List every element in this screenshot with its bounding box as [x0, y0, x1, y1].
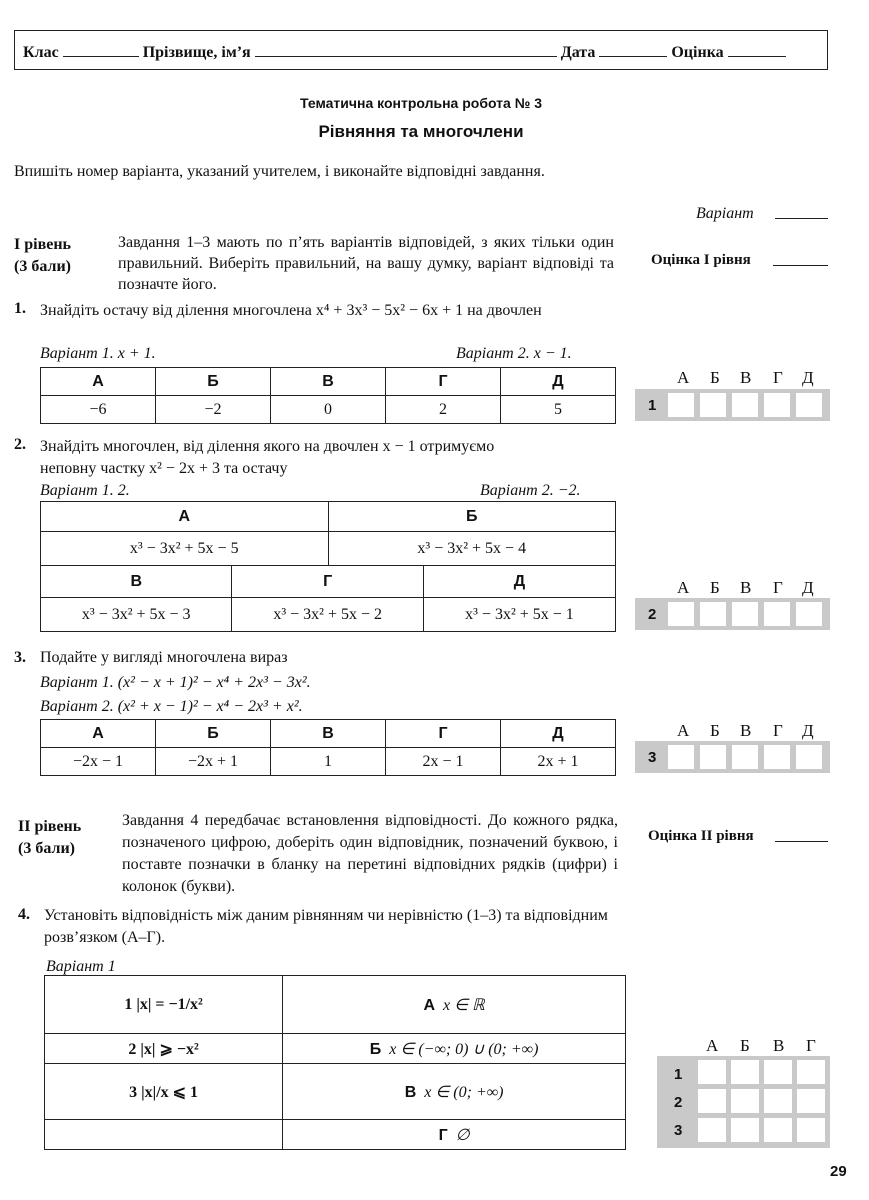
class-field[interactable]: [63, 42, 139, 57]
grid2-letter: Б: [710, 578, 720, 597]
task1-header: А: [41, 368, 156, 396]
grid4-cell-3g[interactable]: [797, 1118, 825, 1142]
grid4-row-number: 1: [674, 1066, 683, 1083]
grid3-letter: Г: [773, 721, 783, 740]
header-box: [14, 30, 828, 70]
grade-label: Оцінка: [671, 44, 724, 61]
grid1-cell-d[interactable]: [796, 393, 822, 417]
grade-level2-field[interactable]: [775, 841, 828, 842]
name-field[interactable]: [255, 42, 557, 57]
grid2-cell-a[interactable]: [668, 602, 694, 626]
grid4-row-number: 3: [674, 1122, 683, 1139]
grid2-cell-v[interactable]: [732, 602, 758, 626]
level2-label: [18, 816, 81, 860]
task4-left-text: 1 |x| = −1/x²: [124, 995, 203, 1013]
level2-label-line2: (3 бали): [18, 840, 75, 857]
task1-header: Г: [386, 368, 501, 396]
grid4-cell-1v[interactable]: [764, 1060, 792, 1084]
task3-variant2: Варіант 2. (x² + x − 1)² − x⁴ − 2x³ + x².: [40, 698, 303, 715]
level1-label-line2: (3 бали): [14, 258, 71, 275]
task2-text: [40, 436, 620, 480]
task4-right-letter: Г: [438, 1126, 448, 1144]
task2-option: x³ − 3x² + 5x − 4: [328, 532, 616, 566]
task3-header: Г: [386, 720, 501, 748]
task1-option: −2: [156, 396, 271, 424]
grid1-letter: Б: [710, 368, 720, 387]
level1-instructions: Завдання 1–3 мають по п’ять варіантів відповідей, з яких тільки один правильний. Виберіть правильний, на вашу думку, варіант відповіді та позначте його.: [118, 234, 614, 293]
task3-header: Д: [501, 720, 616, 748]
task4-right-text: ∅: [455, 1126, 470, 1144]
task2-header: В: [41, 566, 232, 598]
task4-right-text: x ∈ (0; +∞): [424, 1083, 504, 1101]
task2-answer-table-bottom: [40, 565, 616, 632]
task4-right-letter: В: [404, 1083, 417, 1101]
date-label: Дата: [560, 44, 596, 61]
grid2-cell-b[interactable]: [700, 602, 726, 626]
task3-header: А: [41, 720, 156, 748]
date-field[interactable]: [599, 42, 667, 57]
grid4-letter: Б: [740, 1036, 750, 1055]
task1-answer-table: [40, 367, 616, 424]
task3-answer-table: [40, 719, 616, 776]
task1-header: Б: [156, 368, 271, 396]
task1-variant1: Варіант 1. x + 1.: [40, 345, 156, 362]
task3-header: Б: [156, 720, 271, 748]
grid2-letter: А: [677, 578, 690, 597]
grid4-letter: А: [706, 1036, 719, 1055]
task4-left-item: [45, 1064, 283, 1120]
task4-left-text: 3 |x|/x ⩽ 1: [129, 1083, 199, 1101]
variant-field[interactable]: [775, 218, 828, 219]
grid1-letter: Д: [802, 368, 814, 387]
grid4-cell-2b[interactable]: [731, 1089, 759, 1113]
task3-number: 3.: [14, 649, 26, 666]
task3-header: В: [271, 720, 386, 748]
task2-header: Д: [423, 566, 615, 598]
task2-option: x³ − 3x² + 5x − 2: [232, 598, 423, 632]
intro-text: Впишіть номер варіанта, указаний учителем, і виконайте відповідні завдання.: [14, 163, 545, 180]
grade-level2-label: Оцінка ІІ рівня: [648, 828, 754, 844]
task3-option: −2x + 1: [156, 748, 271, 776]
task1-number: 1.: [14, 300, 26, 317]
grid2-cell-d[interactable]: [796, 602, 822, 626]
task4-left-item: [45, 1034, 283, 1064]
task4-right-letter: А: [423, 996, 436, 1014]
task2-number: 2.: [14, 436, 26, 453]
grid3-cell-d[interactable]: [796, 745, 822, 769]
grade-level1-label: Оцінка І рівня: [651, 252, 751, 268]
task1-option: 0: [271, 396, 386, 424]
grid2-row-number: 2: [648, 606, 657, 623]
grid2-cell-g[interactable]: [764, 602, 790, 626]
name-label: Прізвище, ім’я: [142, 44, 251, 61]
task4-right-text: x ∈ (−∞; 0) ∪ (0; +∞): [389, 1040, 539, 1058]
grid3-letter: Б: [710, 721, 720, 740]
grid4-cell-2g[interactable]: [797, 1089, 825, 1113]
task2-answer-table-top: [40, 501, 616, 566]
task1-option: 5: [501, 396, 616, 424]
level1-label: [14, 234, 71, 278]
task1-variant2: Варіант 2. x − 1.: [456, 345, 572, 362]
task4-right-letter: Б: [369, 1040, 382, 1058]
task3-variant1: Варіант 1. (x² − x + 1)² − x⁴ + 2x³ − 3x².: [40, 674, 311, 691]
grid3-cell-b[interactable]: [700, 745, 726, 769]
grid1-cell-g[interactable]: [764, 393, 790, 417]
grid1-letter: Г: [773, 368, 783, 387]
grid4-letter: В: [773, 1036, 785, 1055]
task3-option: −2x − 1: [41, 748, 156, 776]
grid4-cell-2v[interactable]: [764, 1089, 792, 1113]
task3-option: 2x − 1: [386, 748, 501, 776]
task2-header: Г: [232, 566, 423, 598]
task2-option: x³ − 3x² + 5x − 1: [423, 598, 615, 632]
task2-option: x³ − 3x² + 5x − 3: [41, 598, 232, 632]
grid3-row-number: 3: [648, 749, 657, 766]
class-label: Клас: [23, 44, 59, 61]
grid4-cell-1b[interactable]: [731, 1060, 759, 1084]
grid2-letter: Г: [773, 578, 783, 597]
grid1-cell-b[interactable]: [700, 393, 726, 417]
task3-text: Подайте у вигляді многочлена вираз: [40, 649, 288, 666]
grid3-letter: А: [677, 721, 690, 740]
task4-text: Установіть відповідність між даним рівнянням чи нерівністю (1–3) та відповідним розв’язком (А–Г).: [44, 907, 608, 946]
task4-right-text: x ∈ ℝ: [443, 996, 485, 1014]
grid1-letter: А: [677, 368, 690, 387]
grid4-cell-3b[interactable]: [731, 1118, 759, 1142]
grid1-letter: В: [740, 368, 752, 387]
task4-variant: Варіант 1: [46, 958, 116, 975]
grade-level1-field[interactable]: [773, 265, 828, 266]
page-number: 29: [830, 1163, 847, 1180]
grid3-letter: В: [740, 721, 752, 740]
task2-variant2: Варіант 2. −2.: [480, 482, 581, 499]
level2-instructions: Завдання 4 передбачає встановлення відповідності. До кожного рядка, позначеного цифрою, доберіть один відповідник, позначений буквою, і поставте позначки в бланку на перетині відповідних рядків (цифри) і колонок (букви).: [122, 812, 618, 895]
grid4-cell-1g[interactable]: [797, 1060, 825, 1084]
task2-variant1: Варіант 1. 2.: [40, 482, 130, 499]
grid2-letter: В: [740, 578, 752, 597]
grid3-cell-g[interactable]: [764, 745, 790, 769]
task4-left-item: [45, 976, 283, 1034]
task1-header: В: [271, 368, 386, 396]
task4-right-item: [283, 1064, 626, 1120]
task3-option: 1: [271, 748, 386, 776]
grid4-letter: Г: [806, 1036, 816, 1055]
level1-label-line1: І рівень: [14, 236, 71, 253]
task2-header: Б: [328, 502, 616, 532]
grid1-cell-v[interactable]: [732, 393, 758, 417]
grid4-cell-3a[interactable]: [698, 1118, 726, 1142]
task2-text-line1: Знайдіть многочлен, від ділення якого на двочлен x − 1 отримуємо: [40, 438, 495, 455]
task4-left-text: 2 |x| ⩾ −x²: [128, 1040, 199, 1058]
task1-option: −6: [41, 396, 156, 424]
grid3-cell-v[interactable]: [732, 745, 758, 769]
task2-header: А: [41, 502, 329, 532]
grid4-cell-3v[interactable]: [764, 1118, 792, 1142]
grid3-letter: Д: [802, 721, 814, 740]
task4-right-item: [283, 1120, 626, 1150]
task4-right-item: [283, 976, 626, 1034]
task4-number: 4.: [18, 906, 30, 923]
grid2-letter: Д: [802, 578, 814, 597]
task2-text-line2: неповну частку x² − 2x + 3 та остачу: [40, 460, 288, 477]
grid4-cell-2a[interactable]: [698, 1089, 726, 1113]
task1-header: Д: [501, 368, 616, 396]
task4-right-item: [283, 1034, 626, 1064]
grid4-row-number: 2: [674, 1094, 683, 1111]
topic-title: Рівняння та многочлени: [318, 122, 524, 141]
grade-field[interactable]: [728, 42, 786, 57]
variant-label: Варіант: [696, 205, 754, 222]
grid3-cell-a[interactable]: [668, 745, 694, 769]
task4-left-item: [45, 1120, 283, 1150]
task4-match-table: [44, 975, 626, 1150]
task3-option: 2x + 1: [501, 748, 616, 776]
grid1-cell-a[interactable]: [668, 393, 694, 417]
task1-option: 2: [386, 396, 501, 424]
level2-label-line1: ІІ рівень: [18, 818, 82, 835]
work-title: Тематична контрольна робота № 3: [300, 95, 542, 111]
grid4-cell-1a[interactable]: [698, 1060, 726, 1084]
task2-option: x³ − 3x² + 5x − 5: [41, 532, 329, 566]
task1-text: Знайдіть остачу від ділення многочлена x⁴ + 3x³ − 5x² − 6x + 1 на двочлен: [40, 302, 542, 319]
grid1-row-number: 1: [648, 397, 657, 414]
